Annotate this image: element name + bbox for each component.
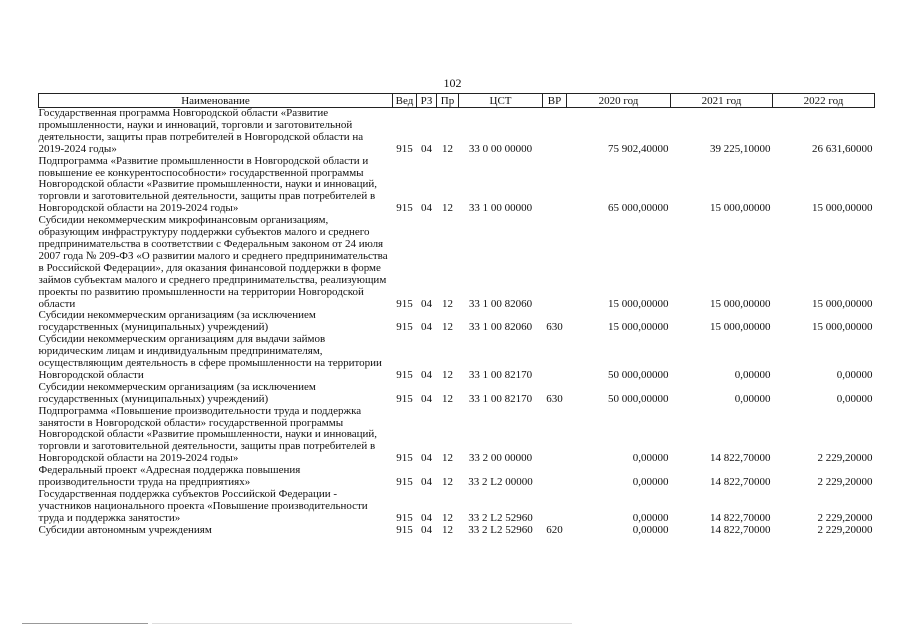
col-header-pr: Пр — [437, 94, 459, 108]
page-number: 102 — [443, 76, 462, 90]
cell-2020: 0,00000 — [632, 511, 669, 524]
cell-2022: 26 631,60000 — [812, 142, 873, 155]
cell-2022: 15 000,00000 — [812, 202, 873, 215]
col-header-cst: ЦСТ — [459, 94, 543, 108]
cell-2022: 2 229,20000 — [817, 452, 873, 465]
cell-cst: 33 2 00 00000 — [468, 452, 533, 465]
cell-2020: 0,00000 — [632, 523, 669, 536]
cell-pr: 12 — [442, 321, 453, 334]
cell-ved: 915 — [396, 392, 413, 405]
cell-pr: 12 — [442, 392, 453, 405]
cell-ved: 915 — [396, 297, 413, 310]
cell-vr — [543, 215, 567, 310]
cell-name: Субсидии некоммерческим организациям (за исключением государственных (муниципальных) учреждений) — [38, 309, 316, 334]
cell-rz: 04 — [421, 523, 432, 536]
cell-name: Подпрограмма «Развитие промышленности в Новгородской области и повышение ее конкурентоспособности» государственной программы Новгородской области «Развитие промышленности, науки и инноваций, торговли и заготовительной деятельности, защиты прав потребителей в Новгородской области на 2019-2024 годы» — [38, 154, 378, 215]
cell-ved: 915 — [396, 452, 413, 465]
table-row — [39, 310, 875, 334]
cell-ved: 915 — [396, 321, 413, 334]
table-row — [39, 406, 875, 466]
col-header-2022: 2022 год — [773, 94, 875, 108]
cell-ved: 915 — [396, 202, 413, 215]
table-row — [39, 108, 875, 156]
cell-2022: 0,00000 — [836, 368, 873, 381]
table-row — [39, 465, 875, 489]
cell-name: Государственная поддержка субъектов Российской Федерации - участников национального проекта «Повышение производительности труда и поддержка занятости» — [38, 488, 368, 524]
cell-2021: 0,00000 — [734, 368, 771, 381]
bottom-rule — [22, 623, 148, 624]
cell-vr — [543, 406, 567, 466]
cell-2020: 15 000,00000 — [608, 297, 669, 310]
cell-rz: 04 — [421, 368, 432, 381]
cell-cst: 33 1 00 82060 — [468, 321, 533, 334]
table-row — [39, 156, 875, 216]
col-header-vr: ВР — [543, 94, 567, 108]
cell-2020: 0,00000 — [632, 452, 669, 465]
cell-rz: 04 — [421, 321, 432, 334]
col-header-2021: 2021 год — [671, 94, 773, 108]
cell-vr: 630 — [546, 392, 563, 405]
cell-vr: 620 — [546, 523, 563, 536]
cell-cst: 33 0 00 00000 — [468, 142, 533, 155]
cell-pr: 12 — [442, 511, 453, 524]
cell-cst: 33 1 00 00000 — [468, 202, 533, 215]
cell-2020: 65 000,00000 — [608, 202, 669, 215]
cell-2021: 14 822,70000 — [710, 511, 771, 524]
cell-cst: 33 1 00 82170 — [468, 392, 533, 405]
cell-2021: 39 225,10000 — [710, 142, 771, 155]
cell-2021: 15 000,00000 — [710, 202, 771, 215]
cell-cst: 33 1 00 82060 — [468, 297, 533, 310]
cell-name: Государственная программа Новгородской области «Развитие промышленности, науки и инноваций, торговли и заготовительной деятельности, защиты прав потребителей в Новгородской области на 2019-2024 годы» — [38, 107, 364, 155]
cell-rz: 04 — [421, 452, 432, 465]
cell-rz: 04 — [421, 511, 432, 524]
cell-2021: 15 000,00000 — [710, 297, 771, 310]
cell-cst: 33 2 L2 52960 — [468, 511, 533, 524]
cell-2022: 2 229,20000 — [817, 511, 873, 524]
cell-pr: 12 — [442, 476, 453, 489]
cell-2021: 14 822,70000 — [710, 476, 771, 489]
col-header-ved: Вед — [393, 94, 417, 108]
cell-vr — [543, 156, 567, 216]
cell-ved: 915 — [396, 368, 413, 381]
cell-pr: 12 — [442, 368, 453, 381]
cell-2020: 50 000,00000 — [608, 368, 669, 381]
cell-vr — [543, 489, 567, 525]
cell-name: Субсидии некоммерческим организациям для выдачи займов юридическим лицам и индивидуальным предпринимателям, осуществляющим деятельность в сфере промышленности на территории Новгородской области — [38, 333, 382, 381]
cell-2022: 15 000,00000 — [812, 321, 873, 334]
cell-pr: 12 — [442, 142, 453, 155]
cell-rz: 04 — [421, 392, 432, 405]
cell-cst: 33 2 L2 00000 — [468, 476, 533, 489]
cell-name: Субсидии некоммерческим микрофинансовым организациям, образующим инфраструктуру поддержки субъектов малого и среднего предпринимательства в соответствии с Федеральным законом от 24 июля 2007 года № 209-ФЗ «О развитии малого и среднего предпринимательства в Российской Федерации», для оказания финансовой поддержки в форме займов субъектам малого и среднего предпринимательства, реализующим проекты по развитию промышленности на территории Новгородской области — [38, 214, 388, 310]
cell-2022: 2 229,20000 — [817, 523, 873, 536]
cell-vr — [543, 465, 567, 489]
budget-table — [38, 93, 875, 537]
cell-ved: 915 — [396, 142, 413, 155]
cell-ved: 915 — [396, 511, 413, 524]
cell-2022: 15 000,00000 — [812, 297, 873, 310]
cell-ved: 915 — [396, 523, 413, 536]
cell-rz: 04 — [421, 202, 432, 215]
cell-pr: 12 — [442, 452, 453, 465]
cell-2020: 75 902,40000 — [608, 142, 669, 155]
cell-ved: 915 — [396, 476, 413, 489]
cell-2021: 14 822,70000 — [710, 452, 771, 465]
cell-rz: 04 — [421, 142, 432, 155]
cell-name: Субсидии автономным учреждениям — [38, 523, 212, 536]
cell-rz: 04 — [421, 476, 432, 489]
cell-pr: 12 — [442, 297, 453, 310]
cell-2020: 50 000,00000 — [608, 392, 669, 405]
cell-vr — [543, 334, 567, 382]
cell-2020: 15 000,00000 — [608, 321, 669, 334]
table-header-row — [39, 94, 875, 108]
cell-pr: 12 — [442, 202, 453, 215]
cell-2022: 2 229,20000 — [817, 476, 873, 489]
col-header-rz: РЗ — [417, 94, 437, 108]
cell-2021: 15 000,00000 — [710, 321, 771, 334]
table-row — [39, 334, 875, 382]
cell-2021: 14 822,70000 — [710, 523, 771, 536]
cell-2020: 0,00000 — [632, 476, 669, 489]
cell-name: Федеральный проект «Адресная поддержка повышения производительности труда на предприятиях» — [38, 464, 301, 489]
table-row — [39, 215, 875, 310]
col-header-name: Наименование — [39, 94, 393, 108]
cell-2022: 0,00000 — [836, 392, 873, 405]
cell-name: Подпрограмма «Повышение производительности труда и поддержка занятости в Новгородской области» государственной программы Новгородской области «Развитие промышленности, науки и инноваций, торговли и заготовительной деятельности, защиты прав потребителей в Новгородской области на 2019-2024 годы» — [38, 404, 378, 465]
cell-2021: 0,00000 — [734, 392, 771, 405]
cell-cst: 33 2 L2 52960 — [468, 523, 533, 536]
table-row — [39, 489, 875, 525]
table-row — [39, 525, 875, 537]
cell-vr — [543, 108, 567, 156]
cell-cst: 33 1 00 82170 — [468, 368, 533, 381]
table-row — [39, 382, 875, 406]
cell-rz: 04 — [421, 297, 432, 310]
cell-name: Субсидии некоммерческим организациям (за исключением государственных (муниципальных) учреждений) — [38, 380, 316, 405]
cell-vr: 630 — [546, 321, 563, 334]
cell-pr: 12 — [442, 523, 453, 536]
bottom-rule — [152, 623, 572, 624]
col-header-2020: 2020 год — [567, 94, 671, 108]
